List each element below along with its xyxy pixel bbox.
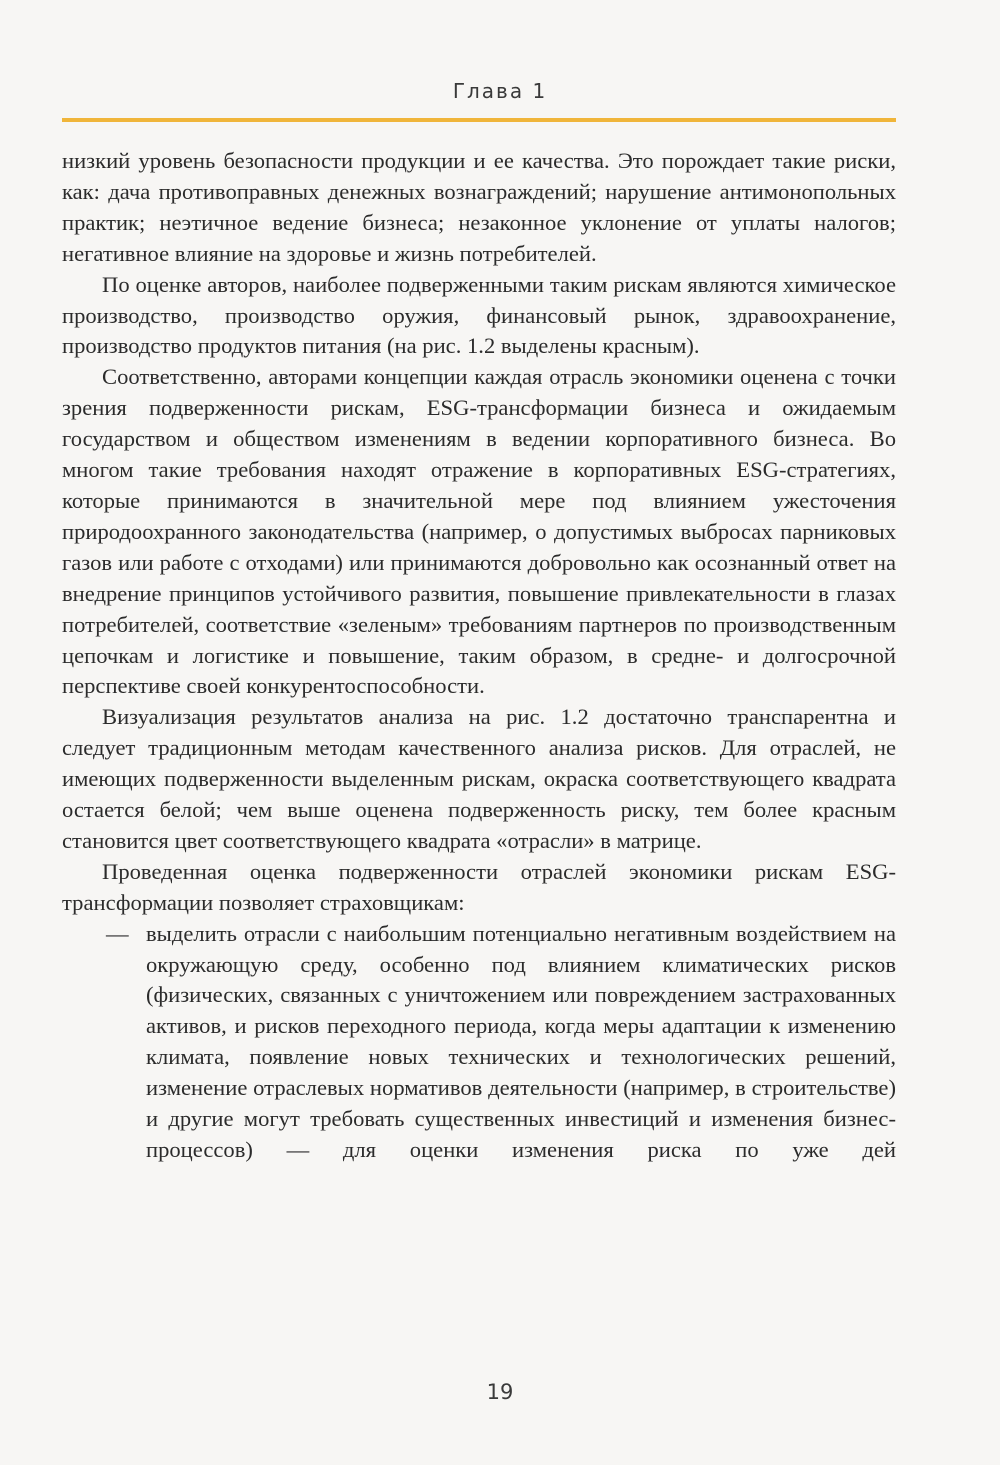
running-head: Глава 1 xyxy=(452,79,548,103)
body-text xyxy=(62,146,896,1166)
list-dash: — xyxy=(106,920,129,946)
bullet-list xyxy=(62,919,896,1166)
list-item xyxy=(62,919,896,1166)
paragraph: По оценке авторов, наиболее подверженными таким рискам являются химическое производство, производство оружия, финансовый рынок, здравоохранение, производство продуктов питания (на рис. 1.2 выделены красным). xyxy=(62,271,896,359)
paragraph: Соответственно, авторами концепции каждая отрасль экономики оценена с точки зрения подверженности рискам, ESG-трансформации бизнеса и ожидаемым государством и обществом изменениям в ведении корпоративного бизнеса. Во многом такие требования находят отражение в корпоративных ESG-стратегиях, которые принимаются в значительной мере под влиянием ужесточения природоохранного законодательства (например, о допустимых выбросах парниковых газов или работе с отходами) или принимаются добровольно как осознанный ответ на внедрение принципов устойчивого развития, повышение привлекательности в глазах потребителей, соответствие «зеленым» требованиям партнеров по производственным цепочкам и логистике и повышение, таким образом, в средне- и долгосрочной перспективе своей конкурентоспособности. xyxy=(62,364,896,699)
paragraph: Визуализация результатов анализа на рис. 1.2 достаточно транспарентна и следует традиционным методам качественного анализа рисков. Для отраслей, не имеющих подверженности выделенным рискам, окраска соответствующего квадрата остается белой; чем выше оценена подверженность риску, тем более красным становится цвет соответствующего квадрата «отрасли» в матрице. xyxy=(62,704,896,853)
header-rule xyxy=(62,118,896,122)
paragraph-continuation: низкий уровень безопасности продукции и ее качества. Это порождает такие риски, как: дача противоправных денежных вознаграждений; нарушение антимонопольных практик; неэтичное ведение бизнеса; незаконное уклонение от уплаты налогов; негативное влияние на здоровье и жизнь потребителей. xyxy=(62,148,896,266)
list-item-text: выделить отрасли с наибольшим потенциально негативным воздействием на окружающую среду, особенно под влиянием климатических рисков (физических, связанных с уничтожением или повреждением застрахованных активов, и рисков переходного периода, когда меры адаптации к изменению климата, появление новых технических и технологических решений, изменение отраслевых нормативов деятельности (например, в строительстве) и другие могут требовать существенных инвестиций и изменения бизнес-процессов) — для оценки изменения риска по уже дей xyxy=(146,920,896,1162)
paragraph: Проведенная оценка подверженности отраслей экономики рискам ESG-трансформации позволяет страховщикам: xyxy=(62,858,896,915)
page-number: 19 xyxy=(486,1380,514,1404)
